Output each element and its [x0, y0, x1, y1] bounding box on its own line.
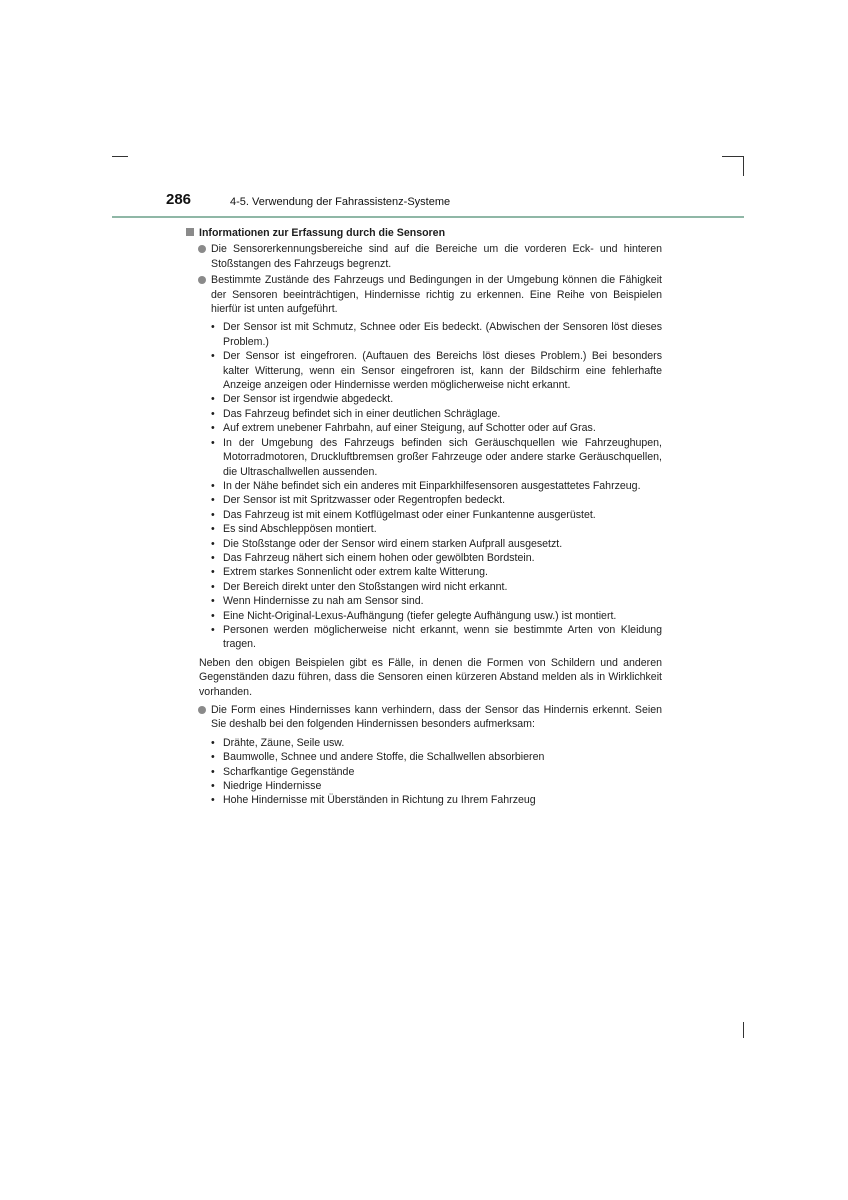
list-item: • Es sind Abschleppösen montiert. — [211, 523, 377, 536]
list-item: • Die Stoßstange oder der Sensor wird einem starken Aufprall ausgesetzt. — [211, 537, 563, 550]
list-item: • Personen werden möglicherweise nicht erkannt, wenn sie bestimmte Arten von Kleidung tragen. — [211, 623, 662, 651]
paragraph-text: Bestimmte Zustände des Fahrzeugs und Bedingungen in der Umgebung können die Fähigkeit der Sensoren beeinträchtigen, Hindernisse richtig zu erkennen. Eine Reihe von Beispielen hierfür ist unten aufgeführt. — [211, 274, 662, 316]
list-item: • Hohe Hindernisse mit Überständen in Richtung zu Ihrem Fahrzeug — [211, 794, 536, 807]
list-item: • Das Fahrzeug ist mit einem Kotflügelmast oder einer Funkantenne ausgerüstet. — [211, 508, 596, 521]
list-item-text: Die Stoßstange oder der Sensor wird einem starken Aufprall ausgesetzt. — [223, 537, 563, 550]
list-item: • Der Sensor ist eingefroren. (Auftauen des Bereichs löst dieses Problem.) Bei besonders kalter Witterung, wenn ein Sensor eingefroren ist, kann der Bildschirm eine fehlerhafte Anzeige anzeigen oder Hindernisse werden möglicherweise nicht erkannt. — [211, 350, 662, 392]
list-item-text: Der Bereich direkt unter den Stoßstangen wird nicht erkannt. — [223, 580, 508, 593]
list-item: • In der Nähe befindet sich ein anderes mit Einparkhilfesensoren ausgestattetes Fahrzeug. — [211, 479, 641, 492]
list-item-text: Scharfkantige Gegenstände — [223, 765, 355, 778]
square-bullet-icon — [186, 228, 194, 236]
main-content — [186, 226, 662, 812]
list-item-text: Niedrige Hindernisse — [223, 780, 322, 793]
list-item: • Scharfkantige Gegenstände — [211, 765, 355, 778]
paragraph-text: Die Form eines Hindernisses kann verhindern, dass der Sensor das Hindernis erkennt. Seien Sie deshalb bei den folgenden Hindernissen besonders aufmerksam: — [211, 704, 662, 731]
list-item-text: Das Fahrzeug befindet sich in einer deutlichen Schräglage. — [223, 407, 501, 420]
list-item: • Der Sensor ist mit Schmutz, Schnee oder Eis bedeckt. (Abwischen der Sensoren löst dieses Problem.) — [211, 321, 662, 348]
crop-mark-bottom-right — [743, 1022, 744, 1038]
paragraph-conditions — [186, 273, 662, 316]
conditions-list — [211, 320, 662, 651]
list-item: • Das Fahrzeug befindet sich in einer deutlichen Schräglage. — [211, 407, 501, 420]
list-item: • Baumwolle, Schnee und andere Stoffe, die Schallwellen absorbieren — [211, 751, 545, 764]
circle-bullet-icon — [198, 706, 206, 714]
list-item-text: Der Sensor ist mit Schmutz, Schnee oder Eis bedeckt. (Abwischen der Sensoren löst dieses Problem.) — [223, 321, 662, 348]
page-number: 286 — [166, 191, 192, 208]
list-item: • Der Bereich direkt unter den Stoßstangen wird nicht erkannt. — [211, 580, 508, 593]
paragraph-other-cases: Neben den obigen Beispielen gibt es Fälle, in denen die Formen von Schildern und anderen Gegenständen dazu führen, dass die Sensoren einen kürzeren Abstand melden als in Wirklichkeit vorhanden. — [199, 656, 662, 698]
crop-mark-top-right-v — [743, 156, 744, 176]
crop-mark-top-right-h — [722, 156, 744, 157]
list-item-text: Das Fahrzeug nähert sich einem hohen oder gewölbten Bordstein. — [223, 551, 535, 564]
list-item-text: Drähte, Zäune, Seile usw. — [223, 736, 345, 749]
paragraph-detection-areas — [186, 242, 662, 271]
paragraph-obstacle-shape — [186, 703, 662, 732]
list-item-text: Der Sensor ist eingefroren. (Auftauen des Bereichs löst dieses Problem.) Bei besonders kalter Witterung, wenn ein Sensor eingefroren ist, kann der Bildschirm eine fehlerhafte Anzeige anzeigen oder Hindernisse werden möglicherweise nicht erkannt. — [223, 350, 662, 392]
list-item: • Auf extrem unebener Fahrbahn, auf einer Steigung, auf Schotter oder auf Gras. — [211, 422, 596, 435]
section-title: 4-5. Verwendung der Fahrassistenz-Systeme — [230, 196, 451, 208]
list-item-text: Eine Nicht-Original-Lexus-Aufhängung (tiefer gelegte Aufhängung usw.) ist montiert. — [223, 609, 617, 622]
list-item: • Eine Nicht-Original-Lexus-Aufhängung (tiefer gelegte Aufhängung usw.) ist montiert. — [211, 609, 617, 622]
header-rule — [112, 216, 744, 218]
subheading-text: Informationen zur Erfassung durch die Sensoren — [199, 227, 446, 239]
paragraph-text: Die Sensorerkennungsbereiche sind auf die Bereiche um die vorderen Eck- und hinteren Stoßstangen des Fahrzeugs begrenzt. — [211, 243, 662, 270]
list-item-text: Baumwolle, Schnee und andere Stoffe, die Schallwellen absorbieren — [223, 751, 545, 764]
list-item-text: Wenn Hindernisse zu nah am Sensor sind. — [223, 595, 424, 608]
list-item-text: In der Umgebung des Fahrzeugs befinden sich Geräuschquellen wie Fahrzeughupen, Motorradmotoren, Druckluftbremsen großer Fahrzeuge oder andere starke Geräuschquellen, die Ultraschallwellen aussenden. — [223, 436, 662, 478]
list-item-text: Personen werden möglicherweise nicht erkannt, wenn sie bestimmte Arten von Kleidung tragen. — [223, 623, 662, 651]
list-item-text: Extrem starkes Sonnenlicht oder extrem kalte Witterung. — [223, 566, 488, 579]
list-item-text: Es sind Abschleppösen montiert. — [223, 523, 377, 536]
obstacles-list — [211, 736, 662, 808]
list-item-text: Der Sensor ist mit Spritzwasser oder Regentropfen bedeckt. — [223, 494, 506, 507]
list-item-text: Hohe Hindernisse mit Überständen in Richtung zu Ihrem Fahrzeug — [223, 794, 536, 807]
list-item: • Der Sensor ist mit Spritzwasser oder Regentropfen bedeckt. — [211, 494, 506, 507]
list-item: • Drähte, Zäune, Seile usw. — [211, 736, 345, 749]
list-item: • Extrem starkes Sonnenlicht oder extrem kalte Witterung. — [211, 566, 488, 579]
list-item: • Niedrige Hindernisse — [211, 780, 322, 793]
list-item-text: Der Sensor ist irgendwie abgedeckt. — [223, 393, 394, 406]
crop-mark-top-left — [112, 156, 128, 157]
list-item-text: Auf extrem unebener Fahrbahn, auf einer Steigung, auf Schotter oder auf Gras. — [223, 422, 596, 435]
list-item-text: In der Nähe befindet sich ein anderes mit Einparkhilfesensoren ausgestattetes Fahrzeug. — [223, 479, 641, 492]
list-item: • Der Sensor ist irgendwie abgedeckt. — [211, 393, 394, 406]
list-item: • Wenn Hindernisse zu nah am Sensor sind. — [211, 595, 424, 608]
list-item: • In der Umgebung des Fahrzeugs befinden sich Geräuschquellen wie Fahrzeughupen, Motorradmotoren, Druckluftbremsen großer Fahrzeuge oder andere starke Geräuschquellen, die Ultraschallwellen aussenden. — [211, 436, 662, 478]
list-item-text: Das Fahrzeug ist mit einem Kotflügelmast oder einer Funkantenne ausgerüstet. — [223, 508, 596, 521]
list-item: • Das Fahrzeug nähert sich einem hohen oder gewölbten Bordstein. — [211, 551, 535, 564]
subheading — [186, 226, 662, 240]
